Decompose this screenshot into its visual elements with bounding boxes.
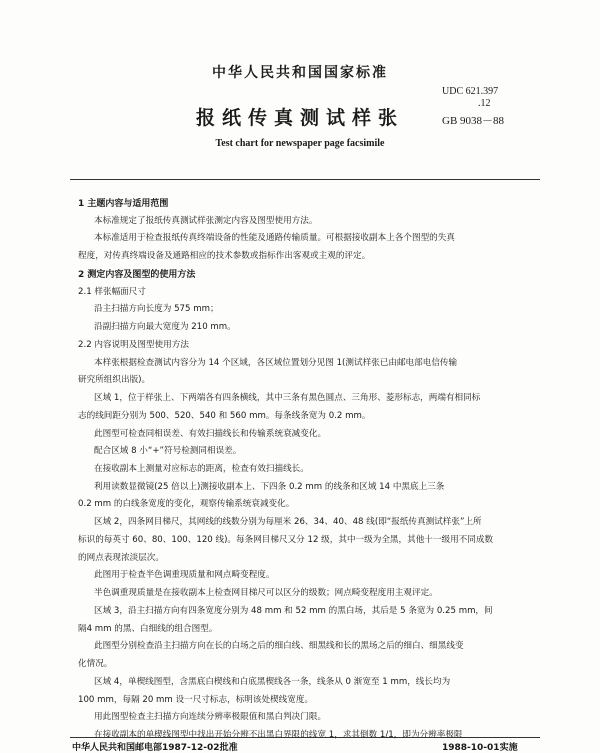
gb-number: GB 9038－88 — [442, 115, 505, 127]
document-title-english: Test chart for newspaper page facsimile — [215, 138, 385, 149]
document-title: 报纸传真测试样张 — [195, 107, 404, 129]
body-line: 的网点表现浓淡层次。 — [78, 553, 164, 563]
section-heading: 2 测定内容及图型的使用方法 — [78, 270, 196, 280]
body-line: 2.1 样张幅面尺寸 — [78, 287, 146, 297]
body-line: 沿副扫描方向最大宽度为 210 mm。 — [94, 322, 236, 332]
body-line: 在接收副本上测量对应标志的距离，检查有效扫描线长。 — [94, 464, 309, 474]
body-line: 隔4 mm 的黑、白细线的组合图型。 — [78, 624, 218, 634]
body-line: 程度，对传真终端设备及通路相应的技术参数或指标作出客观或主观的评定。 — [78, 251, 371, 261]
section-heading: 1 主题内容与适用范围 — [78, 199, 169, 209]
footer-divider — [70, 737, 540, 738]
body-line: 区域 2，四条网目梯尺，其网线的线数分别为每厘米 26、34、40、48 线(即“报纸传真测试样张”上所 — [94, 517, 482, 527]
body-line: 用此图型检查主扫描方向连续分辨率极限值和黑白判决门限。 — [94, 712, 327, 722]
body-line: 100 mm，每隔 20 mm 设一尺寸标志，标明该处楔线宽度。 — [78, 695, 314, 705]
body-line: 利用读数显微镜(25 倍以上)测接收副本上、下四条 0.2 mm 的线条和区域 14 中黑底上三条 — [94, 482, 445, 492]
header-divider — [70, 179, 540, 180]
body-line: 志的线间距分别为 500、520、540 和 560 mm。每条线条宽为 0.2 mm。 — [78, 411, 371, 421]
implementation-date: 1988-10-01实施 — [442, 743, 518, 753]
body-line: 区域 1，位于样张上、下两端各有四条横线，其中三条有黑色圆点、三角形、菱形标志，两端有相同标 — [94, 393, 481, 403]
body-line: 在接收副本的单楔线图型中找出开始分辨不出黑白界限的线宽 1，求其倒数 1/1，即为分辨率极限 — [94, 730, 463, 740]
body-line: 半色调重现质量是在接收副本上检查网目梯尺可以区分的级数；网点畸变程度用主观评定。 — [94, 588, 438, 598]
standard-name: 中华人民共和国国家标准 — [212, 65, 388, 81]
body-line: 沿主扫描方向长度为 575 mm； — [94, 304, 219, 314]
body-line: 配合区域 8 小“+”符号检测同相误差。 — [94, 446, 242, 456]
body-line: 2.2 内容说明及图型使用方法 — [78, 340, 189, 350]
body-line: 此图型可检查同相误差、有效扫描线长和传输系统衰减变化。 — [94, 429, 327, 439]
body-line: 区域 3，沿主扫描方向有四条宽度分别为 48 mm 和 52 mm 的黑白场，其后是 5 条宽为 0.25 mm，间 — [94, 606, 493, 616]
body-line: 本标准规定了报纸传真测试样张测定内容及图型使用方法。 — [94, 216, 318, 226]
body-line: 此图用于检查半色调重现质量和网点畸变程度。 — [94, 570, 275, 580]
body-line: 本样张根据检查测试内容分为 14 个区域，各区域位置划分见图 1(测试样张已由邮电部电信传输 — [94, 358, 458, 368]
body-line: 0.2 mm 的白线条宽度的变化，观察传输系统衰减变化。 — [78, 499, 295, 509]
body-line: 本标准适用于检查报纸传真终端设备的性能及通路传输质量。可根据接收副本上各个图型的失真 — [94, 233, 455, 243]
udc-code: UDC 621.397 — [442, 86, 499, 97]
body-line: 研究所组织出版)。 — [78, 375, 151, 385]
body-line: 区域 4，单楔线图型，含黑底白楔线和白底黑楔线各一条，线条从 0 渐宽至 1 mm，线长均为 — [94, 677, 451, 687]
approval-note: 中华人民共和国邮电部1987-12-02批准 — [72, 743, 238, 753]
body-line: 化情况。 — [78, 659, 113, 669]
body-line: 此图型分别检查沿主扫描方向在长的白场之后的细白线、细黑线和长的黑场之后的细白、细黑线变 — [94, 641, 464, 651]
udc-code-suffix: .12 — [478, 98, 491, 109]
body-line: 标识的每英寸 60、80、100、120 线)。每条网目梯尺又分 12 级，其中一级为全黑，其他十一级用不同成数 — [78, 535, 494, 545]
